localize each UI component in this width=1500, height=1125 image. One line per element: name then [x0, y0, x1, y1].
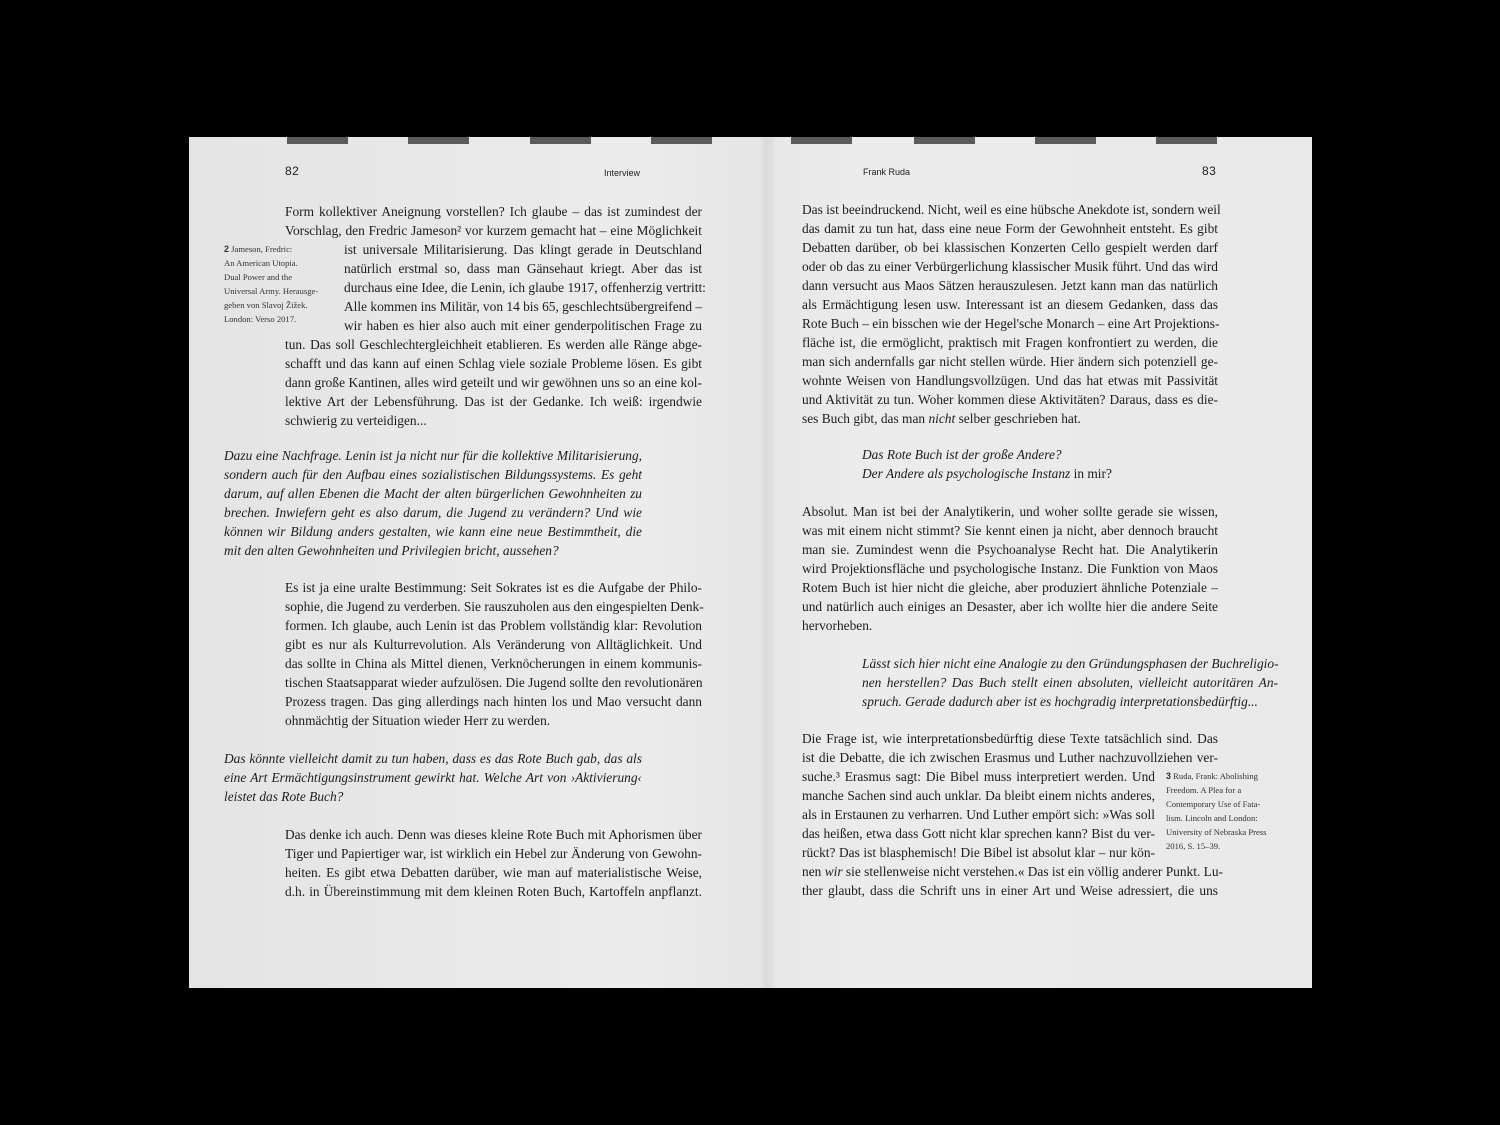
question-line: können wir Bildung anders gestalten, wie kann eine neue Bestimmtheit, die: [224, 524, 642, 539]
text-line: Alle kommen ins Militär, von 14 bis 65, geschlechtsübergreifend –: [344, 299, 703, 314]
text-line: natürlich erstmal so, dass man Gänsehaut kriegt. Aber das ist: [344, 261, 702, 276]
question-line: sondern auch für den Aufbau eines sozialistischen Bildungssystems. Es geht: [224, 467, 642, 482]
text-line: durchaus eine Idee, die Lenin, ich glaube 1917, offenherzig vertritt:: [344, 280, 706, 295]
text-line: wohnte Weisen von Handlungsvollzügen. Und das hat etwas mit Passivität: [802, 373, 1218, 388]
text-line: rückt? Das ist blasphemisch! Die Bibel ist absolut klar – nur kön-: [802, 845, 1155, 860]
text-run: in mir?: [1070, 466, 1112, 481]
footnote-line: University of Nebraska Press: [1166, 827, 1267, 837]
text-line: man sich andernfalls gar nicht stellen würde. Hier ändern sich potenziell ge-: [802, 354, 1218, 369]
thumb-tab: [287, 137, 348, 144]
text-line: wird Projektionsfläche und psychologische Instanz. Die Funktion von Maos: [802, 561, 1218, 576]
question-line: darum, auf allen Ebenen die Macht der alten bürgerlichen Gewohnheiten zu: [224, 486, 642, 501]
text-run: sie stellenweise nicht verstehen.« Das ist ein völlig anderer Punkt. Lu-: [842, 864, 1223, 879]
emphasis: wir: [824, 864, 843, 879]
thumb-tab: [1035, 137, 1096, 144]
text-line: heiten. Es gibt etwa Debatten darüber, wie man auf materialistische Weise,: [285, 865, 702, 880]
text-line: schwierig zu verteidigen...: [285, 413, 427, 428]
right-running-head: Frank Ruda: [863, 167, 911, 177]
footnote-2: [224, 242, 318, 326]
text-line: formen. Ich glaube, auch Lenin ist das Problem vollständig klar: Revolution: [285, 618, 702, 633]
footnote-line: Dual Power and the: [224, 272, 293, 282]
left-page-number: 82: [285, 164, 300, 178]
text-line: Die Frage ist, wie interpretationsbedürftig diese Texte tatsächlich sind. Das: [802, 731, 1218, 746]
thumb-tab: [914, 137, 975, 144]
footnote-line: Jameson, Fredric:: [231, 244, 293, 254]
footnote-line: London: Verso 2017.: [224, 314, 297, 324]
text-line: tun. Das soll Geschlechtergleichheit etablieren. Es werden alle Ränge abge-: [285, 337, 702, 352]
text-line: was mit einem nicht stimmt? Sie kennt einen ja nicht, aber dennoch braucht: [802, 523, 1218, 538]
question-line: nen herstellen? Das Buch stellt einen absoluten, vielleicht autoritären An-: [862, 675, 1278, 690]
text-line: hervorheben.: [802, 618, 873, 633]
text-line: das damit zu tun hat, dass eine neue Form der Gewohnheit entsteht. Es gibt: [802, 221, 1218, 236]
text-line: oder ob das zu einer Verbürgerlichung klassischer Musik führt. Und das wird: [802, 259, 1218, 274]
text-line: [802, 409, 1081, 428]
text-line: gibt es nur als Kulturrevolution. Als Veränderung von Alltäglichkeit. Und: [285, 637, 702, 652]
footnote-line: Universal Army. Herausge-: [224, 286, 319, 296]
text-run: nen: [802, 864, 825, 879]
text-line: Form kollektiver Aneignung vorstellen? Ich glaube – das ist zumindest der: [285, 204, 702, 219]
question-line: leistet das Rote Buch?: [224, 789, 344, 804]
text-line: lektive Art der Lebensführung. Das ist der Gedanke. Ich weiß: irgendwie: [285, 394, 702, 409]
text-line: Tiger und Papiertiger war, ist wirklich ein Hebel zur Änderung von Gewohn-: [285, 846, 702, 861]
text-line: wir haben es hier also auch mit einer genderpolitischen Frage zu: [344, 318, 702, 333]
text-line: Vorschlag, den Fredric Jameson² vor kurzem gemacht hat – eine Möglichkeit: [285, 223, 702, 238]
text-line: ist die Debatte, die ich zwischen Erasmus und Luther nachzuvollziehen ver-: [802, 750, 1218, 765]
text-line: Prozess tragen. Das ging allerdings nach hinten los und Mao versucht dann: [285, 694, 702, 709]
left-running-head: Interview: [604, 168, 641, 178]
question-line: spruch. Gerade dadurch aber ist es hochgradig interpretationsbedürftig...: [862, 694, 1258, 709]
thumb-tab: [408, 137, 469, 144]
text-line: und Aktivität zu tun. Woher kommen diese Aktivitäten? Daraus, dass es die-: [802, 392, 1218, 407]
text-line: fläche ist, die ermöglicht, praktisch mit Fragen konfrontiert zu werden, die: [802, 335, 1218, 350]
text-line: ist universale Militarisierung. Das klingt gerade in Deutschland: [344, 242, 702, 257]
text-line: Es ist ja eine uralte Bestimmung: Seit Sokrates ist es die Aufgabe der Philo-: [285, 580, 702, 595]
text-line: das sollte in China als Mittel dienen, Verknöcherungen in einem kommunis-: [285, 656, 702, 671]
text-line: suche.³ Erasmus sagt: Die Bibel muss interpretiert werden. Und: [802, 769, 1155, 784]
thumb-tab: [1156, 137, 1217, 144]
text-line: d.h. in Übereinstimmung mit dem kleinen Roten Buch, Kartoffeln anpflanzt.: [285, 884, 702, 899]
text-run: selber geschrieben hat.: [955, 411, 1081, 426]
text-line: manche Sachen sind auch unklar. Da bleibt einem nichts anderes,: [802, 788, 1155, 803]
thumb-tab: [651, 137, 712, 144]
question-line: Lässt sich hier nicht eine Analogie zu den Gründungsphasen der Buchreligio-: [862, 656, 1279, 671]
footnote-line: Freedom. A Plea for a: [1166, 785, 1242, 795]
text-line: das heißen, etwa dass Gott nicht klar sprechen kann? Bist du ver-: [802, 826, 1155, 841]
footnote-line: geben von Slavoj Žižek.: [224, 300, 308, 310]
text-line: sophie, die Jugend zu verderben. Sie rauszuholen aus den eingespielten Denk-: [285, 599, 704, 614]
footnote-line: An American Utopia.: [224, 258, 298, 268]
text-line: und natürlich auch einiges an Desaster, aber ich wollte hier die andere Seite: [802, 599, 1218, 614]
text-line: Das denke ich auch. Denn was dieses kleine Rote Buch mit Aphorismen über: [285, 827, 702, 842]
text-line: dann versucht aus Maos Sätzen herauszulesen. Jetzt kann man das natürlich: [802, 278, 1218, 293]
footnote-line: Contemporary Use of Fata-: [1166, 799, 1261, 809]
question-line: Das Rote Buch ist der große Andere?: [862, 447, 1062, 462]
footnote-line: 2016, S. 15–39.: [1166, 841, 1221, 851]
footnote-line: lism. Lincoln and London:: [1166, 813, 1258, 823]
text-line: Absolut. Man ist bei der Analytikerin, und woher sollte gerade sie wissen,: [802, 504, 1218, 519]
emphasis: nicht: [928, 411, 956, 426]
text-line: [802, 862, 1223, 881]
question-line: brechen. Inwiefern geht es also darum, die Jugend zu verändern? Und wie: [224, 505, 642, 520]
question-line: [862, 464, 1112, 483]
text-line: dann große Kantinen, alles wird geteilt und wir gewöhnen uns so an eine kol-: [285, 375, 702, 390]
right-page-number: 83: [1202, 164, 1217, 178]
question-line: eine Art Ermächtigungsinstrument gewirkt hat. Welche Art von ›Aktivierung‹: [224, 770, 642, 785]
text-line: als in Erstaunen zu verharren. Und Luther empört sich: »Was soll: [802, 807, 1155, 822]
book-gutter: [760, 137, 774, 988]
text-line: Debatten darüber, ob bei klassischen Konzerten Cello gespielt werden darf: [802, 240, 1218, 255]
footnote-3: [1166, 769, 1266, 853]
text-line: schafft und das kann auf einen Schlag viele soziale Probleme lösen. Es gibt: [285, 356, 702, 371]
thumb-tab: [791, 137, 852, 144]
text-line: Rotem Buch ist hier nicht die gleiche, aber produziert ähnliche Potenziale –: [802, 580, 1218, 595]
text-line: tischen Staatsapparat wieder aufzulösen. Die Jugend sollte den revolutionären: [285, 675, 703, 690]
text-run: ses Buch gibt, das man: [802, 411, 929, 426]
question-line: Das könnte vielleicht damit zu tun haben, dass es das Rote Buch gab, das als: [224, 751, 642, 766]
footnote-number: 2: [224, 244, 230, 254]
text-line: ther glaubt, dass die Schrift uns in einer Art und Weise adressiert, die uns: [802, 883, 1218, 898]
question-line: mit den alten Gewohnheiten und Privilegien bricht, aussehen?: [224, 543, 559, 558]
text-line: als Ermächtigung lesen usw. Interessant ist an diesem Gedanken, dass das: [802, 297, 1218, 312]
thumb-tab: [530, 137, 591, 144]
text-line: man sie. Zumindest wenn die Psychoanalyse Recht hat. Die Analytikerin: [802, 542, 1218, 557]
footnote-line: Ruda, Frank: Abolishing: [1173, 771, 1258, 781]
footnote-number: 3: [1166, 771, 1172, 781]
text-line: Das ist beeindruckend. Nicht, weil es eine hübsche Anekdote ist, sondern weil: [802, 202, 1221, 217]
text-line: ohnmächtig der Situation wieder Herr zu werden.: [285, 713, 551, 728]
text-line: Rote Buch – ein bisschen wie der Hegel'sche Monarch – eine Art Projektions-: [802, 316, 1220, 331]
question-line: Dazu eine Nachfrage. Lenin ist ja nicht nur für die kollektive Militarisierung,: [224, 448, 642, 463]
emphasis: Der Andere als psychologische Instanz: [862, 466, 1071, 481]
